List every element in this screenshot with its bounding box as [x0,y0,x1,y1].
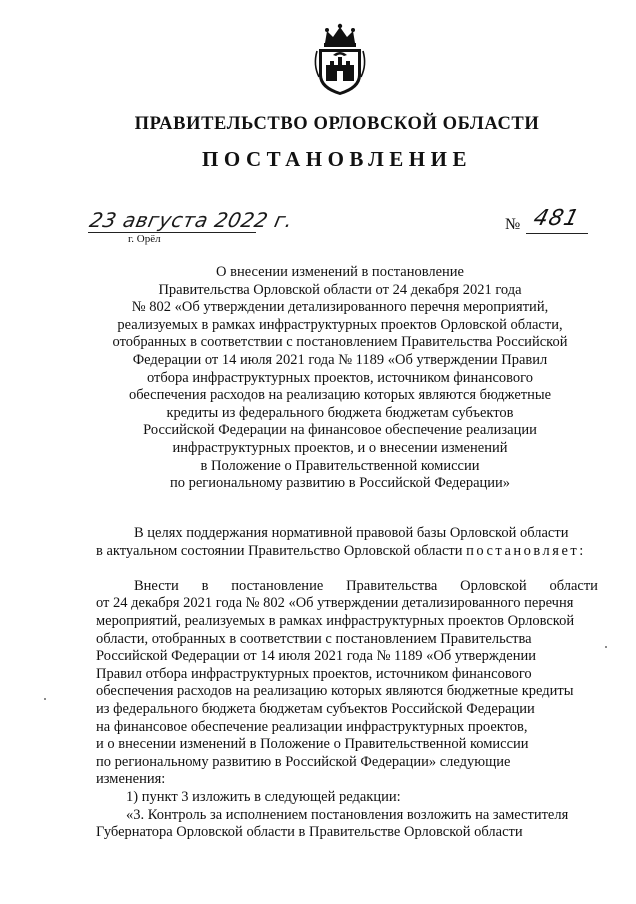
subject-line: Федерации от 14 июля 2021 года № 1189 «Об утверждении Правил [132,351,548,368]
main-para-line: от 24 декабря 2021 года № 802 «Об утверждении детализированного перечня [96,595,574,612]
handwritten-date: 23 августа 2022 г. [87,208,296,232]
quote-line: Губернатора Орловской области в Правительстве Орловской области [96,824,523,841]
main-para-line: из федерального бюджета бюджетам субъектов Российской Федерации [96,700,535,717]
main-para-line: области, отобранных в соответствии с постановлением Правительства [96,630,532,647]
subject-line: отобранных в соответствии с постановлением Правительства Российской [112,334,568,351]
subject-line: реализуемых в рамках инфраструктурных проектов Орловской области, [117,316,563,333]
subject-line: отбора инфраструктурных проектов, источником финансового [146,369,534,386]
subject-line: по региональному развитию в Российской Федерации» [169,475,511,492]
government-name: ПРАВИТЕЛЬСТВО ОРЛОВСКОЙ ОБЛАСТИ [134,114,540,134]
main-para-line: Правил отбора инфраструктурных проектов, источником финансового [96,665,532,682]
resolves-word: постановляет: [466,542,586,559]
scan-speck [44,698,46,700]
subject-line: инфраструктурных проектов, и о внесении изменений [172,439,508,456]
subject-line: обеспечения расходов на реализацию которых являются бюджетные [128,387,552,404]
preamble-line: в актуальном состоянии Правительство Орловской области постановляет: [96,542,586,559]
main-para-line: по региональному развитию в Российской Федерации» следующие [96,753,511,770]
quote-line: «3. Контроль за исполнением постановления возложить на заместителя [126,806,569,823]
main-para-line: изменения: [96,771,166,788]
subject-line: Правительства Орловской области от 24 декабря 2021 года [158,281,522,298]
coat-of-arms-icon [311,21,369,97]
document-subject [100,264,580,493]
main-para-line: обеспечения расходов на реализацию которых являются бюджетные кредиты [96,683,574,700]
subject-line: № 802 «Об утверждении детализированного перечня мероприятий, [131,299,549,316]
date-underline [88,232,256,233]
number-underline [526,233,588,234]
number-sign: № [505,216,521,233]
main-para-first-line: Внести в постановление Правительства Орловской области [134,577,598,594]
subject-line: Российской Федерации на финансовое обеспечение реализации [143,422,537,439]
main-para-line: мероприятий, реализуемых в рамках инфраструктурных проектов Орловской [96,612,575,629]
handwritten-number: 481 [530,206,583,231]
main-para-line: на финансовое обеспечение реализации инфраструктурных проектов, [96,718,528,735]
document-type-title: ПОСТАНОВЛЕНИЕ [202,147,472,171]
subject-line: кредиты из федерального бюджета бюджетам субъектов [166,404,514,421]
city-label: г. Орёл [128,233,161,245]
scan-speck [605,646,607,648]
document-body [96,525,598,842]
preamble-line: В целях поддержания нормативной правовой базы Орловской области [134,525,569,541]
subject-line: О внесении изменений в постановление [216,264,464,280]
main-para-line: Российской Федерации от 14 июля 2021 года № 1189 «Об утверждении [96,648,536,665]
item-line: 1) пункт 3 изложить в следующей редакции: [126,788,401,805]
subject-line: в Положение о Правительственной комиссии [200,457,480,474]
main-para-line: и о внесении изменений в Положение о Правительственной комиссии [96,736,529,753]
